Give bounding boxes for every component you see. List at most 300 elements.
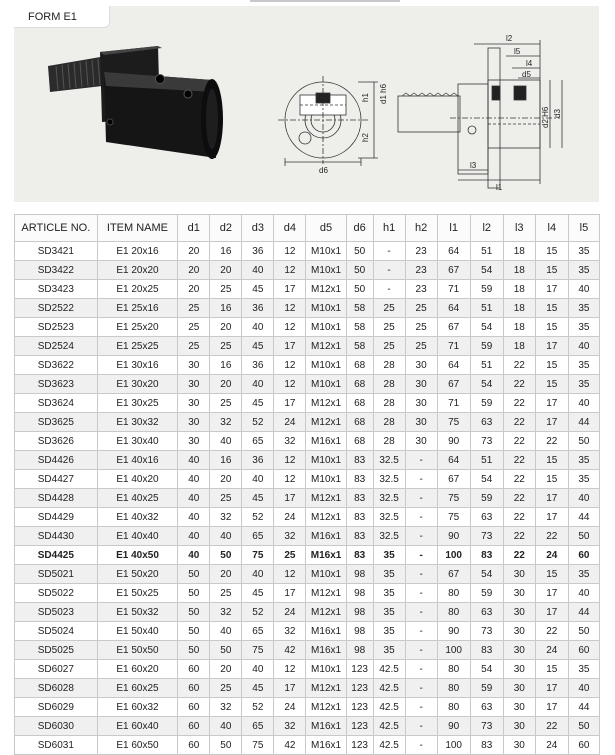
value-cell: 32: [210, 413, 242, 432]
article-number-cell: SD6028: [15, 679, 98, 698]
value-cell: 28: [373, 394, 405, 413]
column-header: l5: [568, 215, 599, 242]
value-cell: 40: [178, 508, 210, 527]
value-cell: 40: [242, 660, 274, 679]
value-cell: 83: [346, 451, 373, 470]
value-cell: 50: [178, 603, 210, 622]
value-cell: 28: [373, 432, 405, 451]
value-cell: M12x1: [306, 603, 346, 622]
value-cell: 22: [503, 432, 535, 451]
value-cell: 40: [242, 318, 274, 337]
value-cell: 40: [210, 717, 242, 736]
value-cell: 15: [535, 375, 568, 394]
value-cell: 16: [210, 356, 242, 375]
article-number-cell: SD2523: [15, 318, 98, 337]
value-cell: 64: [437, 356, 470, 375]
value-cell: 20: [210, 470, 242, 489]
value-cell: 45: [242, 280, 274, 299]
value-cell: M16x1: [306, 641, 346, 660]
value-cell: 100: [437, 546, 470, 565]
value-cell: 15: [535, 660, 568, 679]
value-cell: 40: [210, 622, 242, 641]
value-cell: 67: [437, 470, 470, 489]
value-cell: -: [405, 717, 437, 736]
value-cell: 30: [503, 660, 535, 679]
item-name-cell: E1 30x16: [97, 356, 178, 375]
value-cell: 32: [210, 698, 242, 717]
value-cell: 30: [178, 356, 210, 375]
value-cell: 24: [274, 698, 306, 717]
value-cell: 22: [503, 527, 535, 546]
value-cell: 90: [437, 622, 470, 641]
value-cell: M12x1: [306, 394, 346, 413]
value-cell: 45: [242, 489, 274, 508]
table-row: [15, 356, 600, 375]
value-cell: 20: [210, 660, 242, 679]
value-cell: -: [405, 736, 437, 755]
value-cell: 40: [178, 489, 210, 508]
value-cell: 12: [274, 660, 306, 679]
item-name-cell: E1 25x20: [97, 318, 178, 337]
value-cell: -: [405, 622, 437, 641]
value-cell: 98: [346, 565, 373, 584]
value-cell: 32: [210, 508, 242, 527]
value-cell: 51: [470, 356, 503, 375]
column-header: h2: [405, 215, 437, 242]
item-name-cell: E1 50x20: [97, 565, 178, 584]
value-cell: M16x1: [306, 527, 346, 546]
value-cell: 50: [346, 261, 373, 280]
article-number-cell: SD6027: [15, 660, 98, 679]
value-cell: 40: [568, 394, 599, 413]
article-number-cell: SD3626: [15, 432, 98, 451]
value-cell: 32: [274, 432, 306, 451]
value-cell: 25: [178, 337, 210, 356]
value-cell: 67: [437, 565, 470, 584]
value-cell: 32: [274, 527, 306, 546]
value-cell: 71: [437, 394, 470, 413]
value-cell: 123: [346, 736, 373, 755]
value-cell: 42.5: [373, 698, 405, 717]
table-row: [15, 622, 600, 641]
value-cell: 35: [568, 299, 599, 318]
value-cell: 42.5: [373, 717, 405, 736]
value-cell: 24: [535, 736, 568, 755]
table-header: [15, 215, 600, 242]
column-header: d6: [346, 215, 373, 242]
value-cell: 30: [405, 356, 437, 375]
value-cell: 123: [346, 679, 373, 698]
dim-d2h6: d2 H6: [541, 106, 550, 128]
value-cell: 50: [210, 641, 242, 660]
value-cell: 58: [346, 299, 373, 318]
value-cell: 22: [503, 470, 535, 489]
item-name-cell: E1 30x40: [97, 432, 178, 451]
value-cell: 25: [210, 280, 242, 299]
value-cell: 30: [405, 432, 437, 451]
value-cell: 42: [274, 641, 306, 660]
value-cell: 15: [535, 299, 568, 318]
value-cell: 60: [568, 641, 599, 660]
value-cell: 50: [346, 242, 373, 261]
table-row: [15, 299, 600, 318]
value-cell: 25: [405, 337, 437, 356]
value-cell: 22: [503, 546, 535, 565]
item-name-cell: E1 20x16: [97, 242, 178, 261]
value-cell: 67: [437, 375, 470, 394]
value-cell: 59: [470, 394, 503, 413]
side-view-drawing: [398, 40, 562, 188]
value-cell: 51: [470, 242, 503, 261]
value-cell: 22: [503, 508, 535, 527]
item-name-cell: E1 50x50: [97, 641, 178, 660]
value-cell: M12x1: [306, 679, 346, 698]
item-name-cell: E1 30x32: [97, 413, 178, 432]
item-name-cell: E1 25x16: [97, 299, 178, 318]
column-header: d2: [210, 215, 242, 242]
value-cell: 59: [470, 337, 503, 356]
item-name-cell: E1 30x20: [97, 375, 178, 394]
value-cell: 36: [242, 299, 274, 318]
value-cell: 36: [242, 242, 274, 261]
value-cell: 60: [178, 698, 210, 717]
value-cell: 18: [503, 242, 535, 261]
column-header: d4: [274, 215, 306, 242]
value-cell: 63: [470, 603, 503, 622]
value-cell: M12x1: [306, 280, 346, 299]
value-cell: 28: [373, 356, 405, 375]
value-cell: 50: [178, 641, 210, 660]
value-cell: 35: [568, 375, 599, 394]
value-cell: 18: [503, 318, 535, 337]
value-cell: 50: [178, 565, 210, 584]
value-cell: 25: [373, 299, 405, 318]
value-cell: 42.5: [373, 736, 405, 755]
value-cell: 40: [242, 261, 274, 280]
form-label: FORM E1: [14, 6, 110, 28]
value-cell: 52: [242, 603, 274, 622]
value-cell: 25: [178, 299, 210, 318]
front-view-drawing: [278, 76, 378, 166]
value-cell: 40: [178, 470, 210, 489]
value-cell: 100: [437, 736, 470, 755]
value-cell: 12: [274, 470, 306, 489]
value-cell: 54: [470, 660, 503, 679]
value-cell: 30: [405, 394, 437, 413]
value-cell: 25: [210, 584, 242, 603]
column-header: d1: [178, 215, 210, 242]
column-header: l2: [470, 215, 503, 242]
table-row: [15, 432, 600, 451]
value-cell: 22: [503, 489, 535, 508]
article-number-cell: SD4430: [15, 527, 98, 546]
value-cell: 50: [568, 527, 599, 546]
value-cell: 32: [210, 603, 242, 622]
value-cell: M10x1: [306, 261, 346, 280]
value-cell: 23: [405, 242, 437, 261]
value-cell: M10x1: [306, 660, 346, 679]
value-cell: -: [405, 603, 437, 622]
value-cell: 59: [470, 489, 503, 508]
value-cell: 50: [568, 717, 599, 736]
item-name-cell: E1 50x25: [97, 584, 178, 603]
article-number-cell: SD2522: [15, 299, 98, 318]
value-cell: 75: [437, 489, 470, 508]
value-cell: 73: [470, 622, 503, 641]
table-row: [15, 242, 600, 261]
item-name-cell: E1 25x25: [97, 337, 178, 356]
table-row: [15, 318, 600, 337]
item-name-cell: E1 20x25: [97, 280, 178, 299]
article-number-cell: SD5022: [15, 584, 98, 603]
item-name-cell: E1 40x50: [97, 546, 178, 565]
article-number-cell: SD6030: [15, 717, 98, 736]
item-name-cell: E1 20x20: [97, 261, 178, 280]
value-cell: 24: [274, 413, 306, 432]
item-name-cell: E1 60x32: [97, 698, 178, 717]
value-cell: 30: [503, 641, 535, 660]
value-cell: -: [405, 489, 437, 508]
specification-table: [14, 214, 600, 755]
value-cell: 68: [346, 394, 373, 413]
article-number-cell: SD3625: [15, 413, 98, 432]
value-cell: 35: [568, 318, 599, 337]
value-cell: 63: [470, 508, 503, 527]
article-number-cell: SD6029: [15, 698, 98, 717]
value-cell: 65: [242, 622, 274, 641]
value-cell: 98: [346, 641, 373, 660]
dim-l4: l4: [526, 59, 533, 68]
dim-d1h6: d1 h6: [379, 83, 388, 104]
value-cell: 25: [210, 679, 242, 698]
value-cell: M16x1: [306, 736, 346, 755]
value-cell: 24: [274, 603, 306, 622]
value-cell: 23: [405, 280, 437, 299]
dim-l1: l1: [496, 183, 503, 192]
value-cell: M12x1: [306, 584, 346, 603]
article-number-cell: SD4429: [15, 508, 98, 527]
value-cell: 28: [373, 375, 405, 394]
dim-l5: l5: [514, 47, 521, 56]
value-cell: 17: [535, 280, 568, 299]
value-cell: M16x1: [306, 717, 346, 736]
value-cell: M10x1: [306, 451, 346, 470]
value-cell: 35: [568, 565, 599, 584]
value-cell: 30: [405, 413, 437, 432]
dim-h1: h1: [361, 93, 370, 102]
value-cell: 17: [535, 489, 568, 508]
value-cell: 73: [470, 432, 503, 451]
value-cell: 35: [568, 470, 599, 489]
item-name-cell: E1 60x50: [97, 736, 178, 755]
value-cell: 83: [346, 527, 373, 546]
value-cell: 123: [346, 717, 373, 736]
value-cell: 40: [242, 375, 274, 394]
value-cell: 35: [373, 546, 405, 565]
article-number-cell: SD4425: [15, 546, 98, 565]
value-cell: 71: [437, 280, 470, 299]
value-cell: 15: [535, 356, 568, 375]
value-cell: -: [405, 451, 437, 470]
table-row: [15, 375, 600, 394]
value-cell: 30: [405, 375, 437, 394]
value-cell: 35: [568, 261, 599, 280]
article-number-cell: SD3624: [15, 394, 98, 413]
value-cell: M10x1: [306, 318, 346, 337]
value-cell: 42.5: [373, 660, 405, 679]
value-cell: 20: [210, 261, 242, 280]
value-cell: 12: [274, 451, 306, 470]
value-cell: 30: [503, 584, 535, 603]
value-cell: 80: [437, 603, 470, 622]
value-cell: 67: [437, 261, 470, 280]
value-cell: M10x1: [306, 375, 346, 394]
column-header: l3: [503, 215, 535, 242]
value-cell: 18: [503, 337, 535, 356]
value-cell: 60: [178, 660, 210, 679]
value-cell: 30: [178, 375, 210, 394]
value-cell: 60: [568, 546, 599, 565]
product-illustration: [0, 0, 615, 210]
column-header: ARTICLE NO.: [15, 215, 98, 242]
value-cell: 45: [242, 679, 274, 698]
table-row: [15, 717, 600, 736]
table-row: [15, 337, 600, 356]
value-cell: 75: [242, 546, 274, 565]
dim-h2: h2: [361, 133, 370, 142]
value-cell: 35: [568, 451, 599, 470]
value-cell: 12: [274, 261, 306, 280]
value-cell: 80: [437, 660, 470, 679]
value-cell: 12: [274, 242, 306, 261]
value-cell: 98: [346, 603, 373, 622]
value-cell: 59: [470, 679, 503, 698]
value-cell: 24: [274, 508, 306, 527]
table-row: [15, 584, 600, 603]
value-cell: 123: [346, 660, 373, 679]
value-cell: 30: [503, 603, 535, 622]
table-row: [15, 736, 600, 755]
value-cell: 32.5: [373, 451, 405, 470]
article-number-cell: SD2524: [15, 337, 98, 356]
value-cell: -: [405, 698, 437, 717]
value-cell: 80: [437, 679, 470, 698]
value-cell: 35: [373, 565, 405, 584]
value-cell: 15: [535, 451, 568, 470]
value-cell: 30: [503, 736, 535, 755]
value-cell: 20: [178, 261, 210, 280]
value-cell: 32.5: [373, 508, 405, 527]
value-cell: 12: [274, 299, 306, 318]
value-cell: M12x1: [306, 413, 346, 432]
value-cell: -: [405, 546, 437, 565]
value-cell: 30: [503, 717, 535, 736]
article-number-cell: SD4427: [15, 470, 98, 489]
table-row: [15, 565, 600, 584]
value-cell: M10x1: [306, 565, 346, 584]
value-cell: 30: [503, 698, 535, 717]
value-cell: 59: [470, 584, 503, 603]
value-cell: M12x1: [306, 508, 346, 527]
value-cell: -: [373, 280, 405, 299]
value-cell: 50: [178, 622, 210, 641]
value-cell: 40: [568, 489, 599, 508]
value-cell: 20: [210, 375, 242, 394]
value-cell: 35: [373, 622, 405, 641]
value-cell: 24: [535, 641, 568, 660]
value-cell: 16: [210, 299, 242, 318]
value-cell: 30: [503, 679, 535, 698]
table-row: [15, 641, 600, 660]
value-cell: 42: [274, 736, 306, 755]
value-cell: 80: [437, 584, 470, 603]
value-cell: -: [405, 565, 437, 584]
value-cell: 44: [568, 698, 599, 717]
value-cell: 36: [242, 451, 274, 470]
value-cell: 15: [535, 318, 568, 337]
value-cell: 52: [242, 508, 274, 527]
value-cell: 17: [535, 603, 568, 622]
value-cell: 71: [437, 337, 470, 356]
table-row: [15, 527, 600, 546]
value-cell: 18: [503, 299, 535, 318]
value-cell: 73: [470, 527, 503, 546]
value-cell: 30: [178, 413, 210, 432]
value-cell: 51: [470, 451, 503, 470]
value-cell: 22: [535, 622, 568, 641]
value-cell: 22: [535, 527, 568, 546]
value-cell: M10x1: [306, 356, 346, 375]
value-cell: 65: [242, 717, 274, 736]
value-cell: -: [405, 641, 437, 660]
table-row: [15, 394, 600, 413]
article-number-cell: SD3421: [15, 242, 98, 261]
value-cell: 17: [535, 508, 568, 527]
value-cell: 18: [503, 280, 535, 299]
value-cell: 22: [503, 451, 535, 470]
value-cell: -: [373, 261, 405, 280]
value-cell: 67: [437, 318, 470, 337]
value-cell: 22: [503, 394, 535, 413]
value-cell: 42.5: [373, 679, 405, 698]
value-cell: M16x1: [306, 546, 346, 565]
value-cell: 32: [274, 622, 306, 641]
value-cell: 12: [274, 356, 306, 375]
value-cell: -: [373, 242, 405, 261]
value-cell: 50: [178, 584, 210, 603]
value-cell: 40: [178, 546, 210, 565]
value-cell: M12x1: [306, 698, 346, 717]
value-cell: 22: [535, 432, 568, 451]
item-name-cell: E1 40x16: [97, 451, 178, 470]
table-row: [15, 698, 600, 717]
value-cell: 54: [470, 318, 503, 337]
item-name-cell: E1 60x20: [97, 660, 178, 679]
value-cell: 40: [568, 280, 599, 299]
value-cell: 58: [346, 318, 373, 337]
article-number-cell: SD5025: [15, 641, 98, 660]
value-cell: 20: [210, 318, 242, 337]
value-cell: 44: [568, 508, 599, 527]
value-cell: 17: [274, 394, 306, 413]
value-cell: 64: [437, 242, 470, 261]
column-header: ITEM NAME: [97, 215, 178, 242]
column-header: l1: [437, 215, 470, 242]
value-cell: 25: [210, 337, 242, 356]
value-cell: 45: [242, 337, 274, 356]
value-cell: 50: [568, 432, 599, 451]
item-name-cell: E1 30x25: [97, 394, 178, 413]
